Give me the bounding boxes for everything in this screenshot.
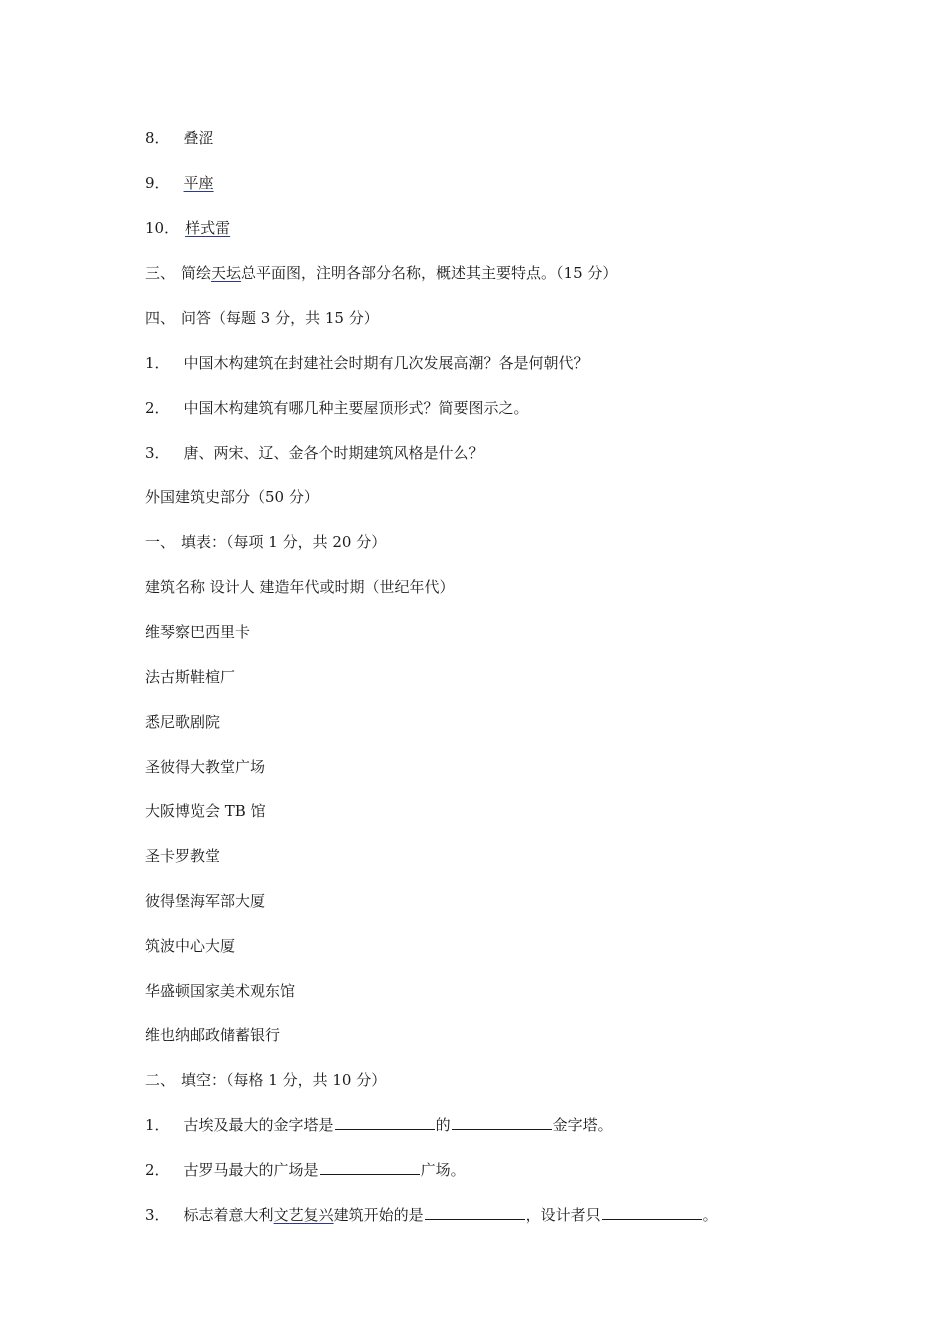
question-1: 1． 中国木构建筑在封建社会时期有几次发展高潮？各是何朝代？ xyxy=(145,354,589,372)
part-1-heading: 一、 填表：（每项 1 分，共 20 分） xyxy=(145,533,387,551)
answer-blank[interactable] xyxy=(602,1205,702,1220)
renaissance-link[interactable]: 文艺复兴 xyxy=(273,1206,334,1224)
question-3: 3． 唐、两宋、辽、金各个时期建筑风格是什么？ xyxy=(145,444,484,462)
section-number: 三、 xyxy=(145,264,176,282)
fill-blank-3: 3． 标志着意大利文艺复兴建筑开始的是 ，设计者只 。 xyxy=(145,1206,718,1224)
answer-blank[interactable] xyxy=(335,1115,435,1130)
foreign-section-title: 外国建筑史部分（50 分） xyxy=(145,488,319,506)
building-row: 悉尼歌剧院 xyxy=(145,713,221,731)
section-number: 四、 xyxy=(145,309,176,327)
building-row: 彼得堡海军部大厦 xyxy=(145,892,266,910)
section-4-heading: 四、 问答（每题 3 分，共 15 分） xyxy=(145,309,379,327)
fill-blank-1: 1． 古埃及最大的金字塔是 的 金字塔。 xyxy=(145,1116,613,1134)
item-number: 10． xyxy=(145,219,180,237)
item-term-link[interactable]: 样式雷 xyxy=(185,219,231,237)
fill-blank-2: 2． 古罗马最大的广场是 广场。 xyxy=(145,1161,466,1179)
building-row: 维也纳邮政储蓄银行 xyxy=(145,1026,281,1044)
answer-blank[interactable] xyxy=(425,1205,525,1220)
table-header: 建筑名称 设计人 建造年代或时期（世纪年代） xyxy=(145,578,455,596)
section-3-heading: 三、 简绘天坛总平面图，注明各部分名称，概述其主要特点。（15 分） xyxy=(145,264,618,282)
building-row: 法古斯鞋楦厂 xyxy=(145,668,236,686)
item-number: 8． xyxy=(145,129,170,147)
item-term: 叠涩 xyxy=(183,129,214,147)
building-row: 圣彼得大教堂广场 xyxy=(145,758,266,776)
item-number: 9． xyxy=(145,174,170,192)
item-8 xyxy=(145,128,214,148)
building-row: 大阪博览会 TB 馆 xyxy=(145,802,266,820)
item-10 xyxy=(145,218,230,238)
building-row: 华盛顿国家美术观东馆 xyxy=(145,982,296,1000)
answer-blank[interactable] xyxy=(320,1160,420,1175)
item-term-link[interactable]: 平座 xyxy=(183,174,214,192)
part-2-heading: 二、 填空：（每格 1 分，共 10 分） xyxy=(145,1071,387,1089)
tiantan-link[interactable]: 天坛 xyxy=(211,264,242,282)
item-9 xyxy=(145,173,214,193)
building-row: 筑波中心大厦 xyxy=(145,937,236,955)
answer-blank[interactable] xyxy=(452,1115,552,1130)
building-row: 维琴察巴西里卡 xyxy=(145,623,251,641)
building-row: 圣卡罗教堂 xyxy=(145,847,221,865)
question-2: 2． 中国木构建筑有哪几种主要屋顶形式？简要图示之。 xyxy=(145,399,529,417)
